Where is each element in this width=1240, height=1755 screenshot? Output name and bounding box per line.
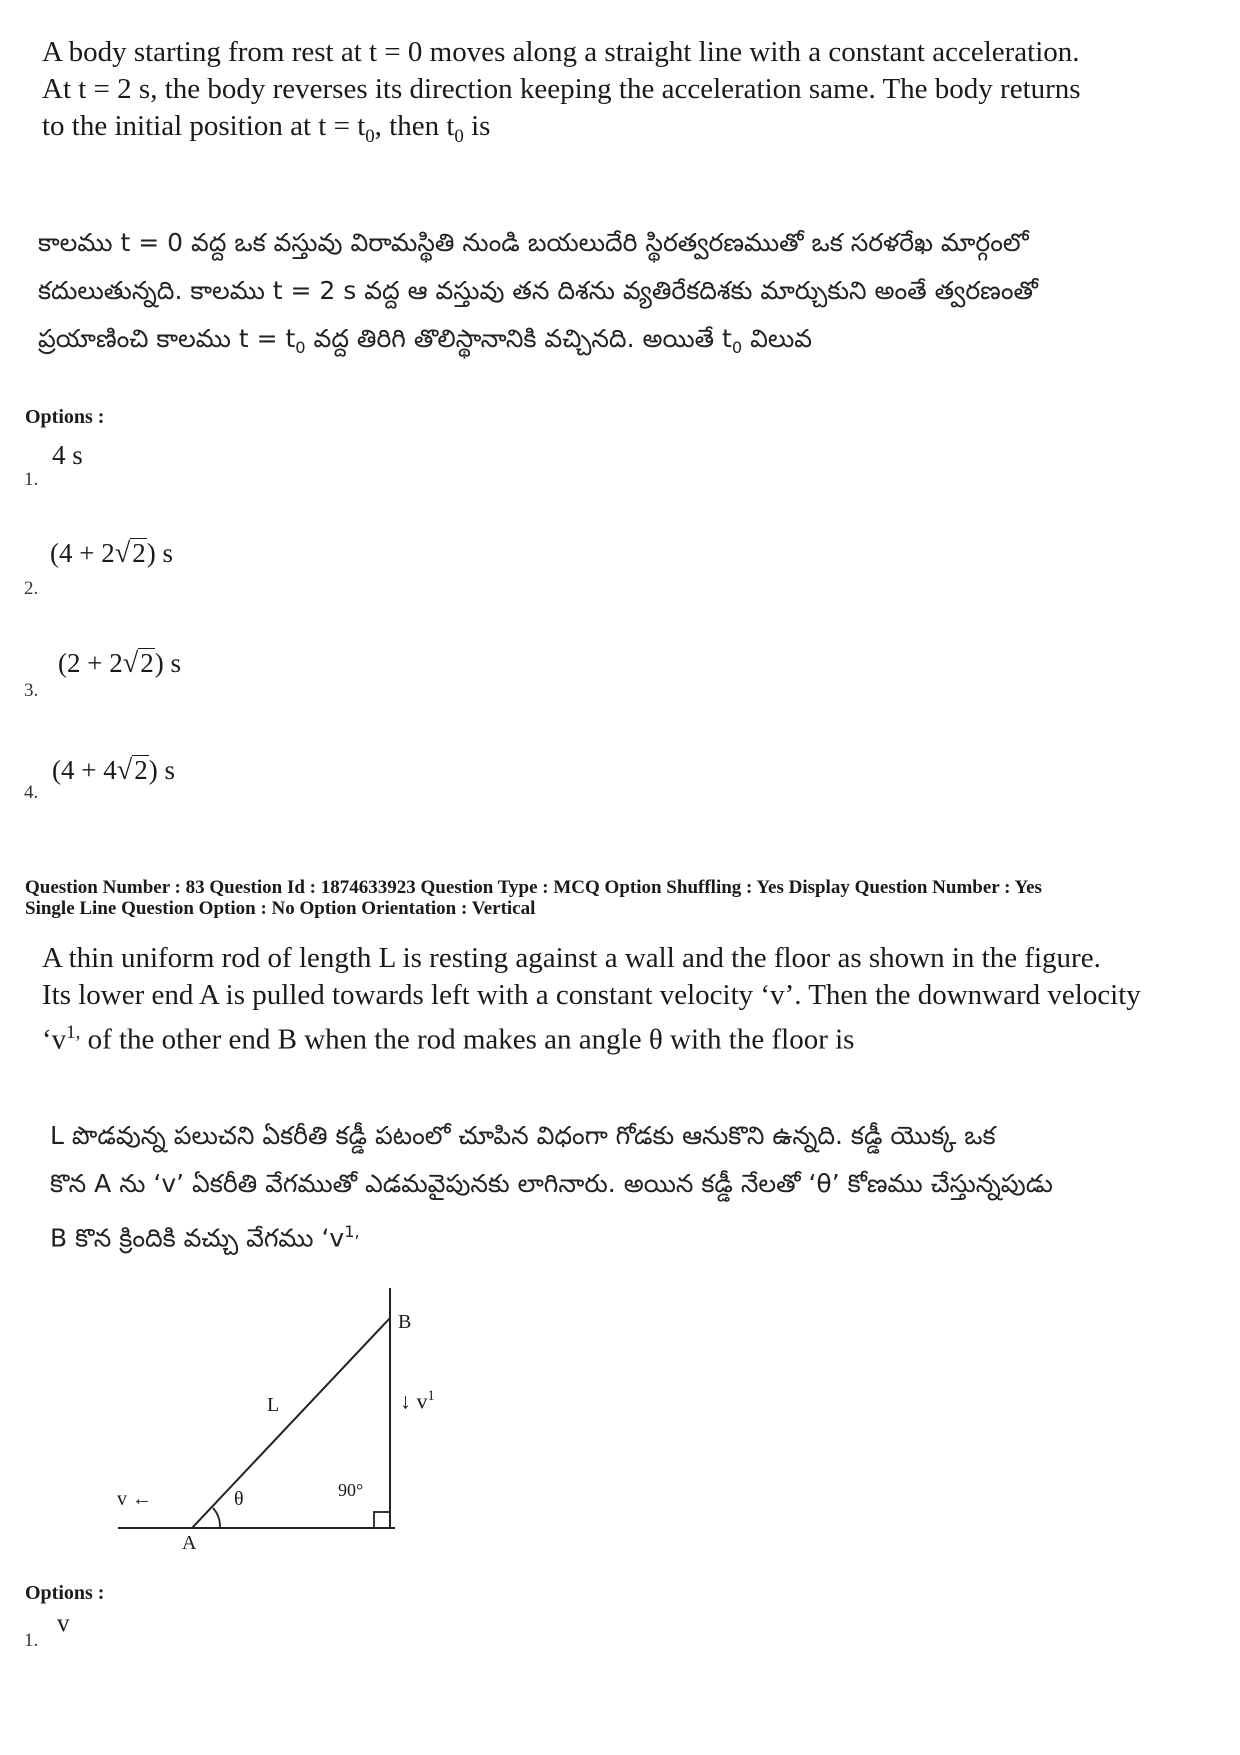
q1-te-line-1: కాలము t = 0 వద్ద ఒక వస్తువు విరామస్థితి నుండి బయలుదేరి స్థిరత్వరణముతో ఒక సరళరేఖ మార్గంలో: [38, 228, 1029, 257]
q1-en-line-3: to the initial position at $t = t_0$, then $t_0$ is: [42, 110, 491, 147]
theta-arc: [213, 1508, 220, 1528]
right-angle-marker: [374, 1512, 390, 1528]
q1-te-line-3: ప్రయాణించి కాలము $t = t_0$ వద్ద తిరిగి తొలిస్థానానికి వచ్చినది. అయితే $t_0$ విలువ: [38, 324, 813, 357]
question-1-english: [42, 34, 1182, 155]
figure-label-theta: θ: [234, 1488, 244, 1510]
q1-option-1-number: 1.: [24, 469, 39, 490]
q1-option-3-value: (2 + 2√2) s: [58, 648, 182, 679]
metadata-line-2: Single Line Question Option : No Option Orientation : Vertical: [25, 898, 536, 919]
question-83-metadata: [25, 877, 1215, 919]
q1-option-3-number: 3.: [24, 680, 39, 701]
q1-te-line-2: కదులుతున్నది. కాలము t = 2 s వద్ద ఆ వస్తువు తన దిశను వ్యతిరేకదిశకు మార్చుకుని అంతే త్వరణంతో: [38, 276, 1038, 305]
q1-option-1-value: 4 s: [52, 440, 83, 470]
question-2-english: [42, 940, 1202, 1059]
q2-option-1-number: 1.: [24, 1630, 39, 1651]
metadata-line-1: Question Number : 83 Question Id : 1874633923 Question Type : MCQ Option Shuffling : Yes Display Question Number : Yes: [25, 877, 1042, 898]
q2-option-1-value: v: [57, 1610, 70, 1637]
q2-en-line-2: Its lower end A is pulled towards left with a constant velocity ‘v’. Then the downward velocity: [42, 979, 1141, 1011]
q1-options-label: Options :: [25, 406, 105, 428]
figure-label-v-arrow: v ←: [117, 1488, 152, 1510]
q1-en-line-1: A body starting from rest at t = 0 moves along a straight line with a constant acceleration.: [42, 36, 1080, 68]
q1-option-2-number: 2.: [24, 578, 39, 599]
q2-en-line-3: ‘$v^{1,}$ of the other end B when the rod makes an angle θ with the floor is: [42, 1022, 855, 1056]
q1-option-2-value: (4 + 2√2) s: [50, 538, 174, 569]
q2-options-label: Options :: [25, 1582, 105, 1604]
q1-option-4-number: 4.: [24, 782, 39, 803]
q2-te-line-3: B కొన క్రిందికి వచ్చు వేగము ‘$v^{1,}$: [50, 1222, 360, 1253]
figure-label-v1: ↓ $v^1$: [400, 1388, 435, 1414]
question-2-telugu: [50, 1112, 1190, 1262]
q1-option-4-value: (4 + 4√2) s: [52, 755, 176, 786]
figure-label-a: A: [182, 1532, 197, 1554]
q1-en-line-2: At t = 2 s, the body reverses its direction keeping the acceleration same. The body returns: [42, 73, 1081, 105]
q2-te-line-1: L పొడవున్న పలుచని ఏకరీతి కడ్డీ పటంలో చూపిన విధంగా గోడకు ఆనుకొని ఉన్నది. కడ్డీ యొక్క ఒక: [50, 1121, 996, 1150]
q2-en-line-1: A thin uniform rod of length L is resting against a wall and the floor as shown in the figure.: [42, 942, 1101, 974]
figure-label-b: B: [398, 1311, 412, 1333]
rod-figure: [100, 1280, 500, 1550]
question-1-telugu: [38, 219, 1188, 372]
q2-te-line-2: కొన A ను ‘v’ ఏకరీతి వేగముతో ఎడమవైపునకు లాగినారు. అయిన కడ్డీ నేలతో ‘θ’ కోణము చేస్తున్నపుడు: [50, 1169, 1053, 1198]
figure-label-90-degrees: 90°: [338, 1480, 364, 1500]
figure-label-l: L: [267, 1394, 280, 1416]
